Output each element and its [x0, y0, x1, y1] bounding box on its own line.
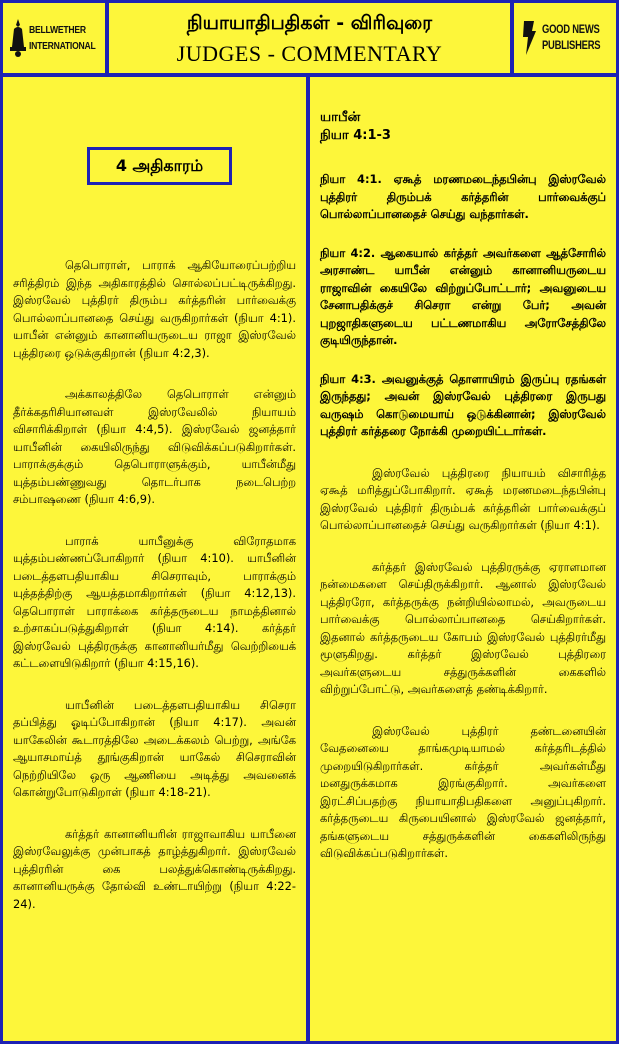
chapter-label: 4 அதிகாரம் [87, 147, 232, 185]
bell-logo-icon [9, 17, 27, 59]
title-tamil: நியாயாதிபதிகள் - விரிவுரை [186, 12, 433, 34]
logo-text-line1: BELLWETHER [29, 24, 86, 36]
commentary-paragraph: இஸ்ரவேல் புத்திரர் தண்டனையின் வேதனையை தாங்கமுடியாமல் கர்த்தரிடத்தில் முறையிடுகிறார்கள். கர்த்தர் அவர்கள்மீது மனதுருக்கமாக இரங்குகிறார். அவர்களை இரட்சிப்பதற்கு நியாயாதிபதிகளை அனுப்புகிறார். கர்த்தருடைய கிருபையினால் இஸ்ரவேல் ஜனத்தார், தங்களுடைய சத்துருக்களின் கைகளிலிருந்து விடுவிக்கப்படுகிறார்கள். [320, 723, 606, 860]
right-column [310, 77, 616, 1041]
commentary-paragraph: இஸ்ரவேல் புத்திரரை நியாயம் விசாரித்த ஏகூத் மரித்துப்போகிறார். ஏகூத் மரணமடைந்தபின்பு இஸ்ரவேல் புத்திரர் திரும்பக் கர்த்தரின் பார்வைக்குப் பொல்லாப்பானதைச் செய்து வருகிறார்கள் (நியா 4:1). [320, 465, 606, 532]
left-column [3, 77, 306, 1041]
verse-text: நியா 4:3. அவனுக்குத் தொளாயிரம் இருப்பு ரதங்கள் இருந்தது; அவன் இஸ்ரவேல் புத்திரரை இருபது வருஷம் கொடுமையாய் ஒடுக்கினான்; இஸ்ரவேல் புத்திரர் கர்த்தரை நோக்கி முறையிட்டார்கள். [320, 371, 606, 438]
good-news-logo [520, 17, 612, 61]
commentary-paragraph: கர்த்தர் இஸ்ரவேல் புத்திரருக்கு ஏராளமான நன்மைகளை செய்திருக்கிறார். ஆனால் இஸ்ரவேல் புத்திரரோ, கர்த்தருக்கு நன்றியில்லாமல், அவருடைய பார்வைக்கு பொல்லாப்பானதை செய்கிறார்கள். இதனால் கர்த்தருடைய கோபம் இஸ்ரவேல் புத்திரர்மீது மூளுகிறது. கர்த்தர் இஸ்ரவேல் புத்திரரை அவர்களுடைய சத்துருக்களின் கைகளில் விற்றுப்போட்டு, அவர்களைத் தண்டிக்கிறார். [320, 559, 606, 696]
verse-text: நியா 4:1. ஏகூத் மரணமடைந்தபின்பு இஸ்ரவேல் புத்திரர் திரும்பக் கர்த்தரின் பார்வைக்குப் பொல்லாப்பானதைச் செய்து வந்தார்கள். [320, 172, 606, 221]
logo-text-line2: INTERNATIONAL [29, 40, 96, 52]
section-title: யாபீன் [320, 110, 361, 125]
bellwether-logo [9, 17, 101, 61]
left-body [13, 257, 296, 937]
logo-text-line1: GOOD NEWS [542, 24, 600, 36]
logo-text-line2: PUBLISHERS [542, 40, 601, 52]
summary-paragraph: தெபொராள், பாராக் ஆகியோரைப்பற்றிய சரித்திரம் இந்த அதிகாரத்தில் சொல்லப்பட்டிருக்கிறது. இஸ்ரவேல் புத்திரர் திரும்ப கர்த்தரின் பார்வைக்கு பொல்லாப்பானதை செய்து வருகிறார்கள் (நியா 4:1). யாபீன் என்னும் கானானியருடைய ராஜா இஸ்ரவேல் புத்திரரை ஒடுக்குகிறான் (நியா 4:2,3). [13, 258, 296, 360]
header-left-logo-panel [3, 3, 105, 73]
title-english: JUDGES - COMMENTARY [176, 41, 443, 66]
right-body [320, 109, 606, 887]
header-title-panel [109, 3, 510, 73]
section-reference: நியா 4:1-3 [320, 128, 391, 143]
summary-paragraph: அக்காலத்திலே தெபொராள் என்னும் தீர்க்கதரிசியானவள் இஸ்ரவேலில் நியாயம் விசாரிக்கிறாள் (நியா 4:4,5). இஸ்ரவேல் ஜனத்தார் யாபீனின் கையிலிருந்து விடுவிக்கப்படுகிறார்கள். பாராக்குக்கும் தெபொராளுக்கும், யாபீன்மீது யுத்தம்பண்ணுவது தொடர்பாக நடைபெற்ற சம்பாஷணை (நியா 4:6,9). [13, 387, 296, 506]
verse-text: நியா 4:2. ஆகையால் கர்த்தர் அவர்களை ஆத்சோரில் அரசாண்ட யாபீன் என்னும் கானானியருடைய ராஜாவின் கையிலே விற்றுப்போட்டார்; அவனுடைய சேனாபதிக்குச் சிசெரா என்று பேர்; அவன் புறஜாதிகளுடைய பட்டணமாகிய அரோசேத்திலே குடியிருந்தான். [320, 245, 606, 347]
publisher-logo-icon [520, 17, 538, 59]
summary-paragraph: பாராக் யாபீனுக்கு விரோதமாக யுத்தம்பண்ணப்போகிறார் (நியா 4:10). யாபீனின் படைத்தளபதியாகிய சிசெராவும், பாராக்கும் யுத்தத்திற்கு ஆயத்தமாகிறார்கள் (நியா 4:12,13). தெபொராள் பாராக்கை கர்த்தருடைய நாமத்தினால் உற்சாகப்படுத்துகிறாள் (நியா 4:14). கர்த்தர் இஸ்ரவேல் புத்திரருக்கு கானானியர்மீது வெற்றியைக் கட்டளையிடுகிறார் (நியா 4:15,16). [13, 533, 296, 670]
summary-paragraph: யாபீனின் படைத்தளபதியாகிய சிசெரா தப்பித்து ஓடிப்போகிறான் (நியா 4:17). அவன் யாகேலின் கூடாரத்திலே அடைக்கலம் பெற்று, அங்கே ஆயாசமாய்த் தூங்குகிறான் யாகேல் சிசெராவின் நெற்றியிலே ஒரு ஆணியை அடித்து அவனைக் கொன்றுபோடுகிறாள் (நியா 4:18-21). [13, 697, 296, 799]
header-right-logo-panel [514, 3, 616, 73]
summary-paragraph: கர்த்தர் கானானியரின் ராஜாவாகிய யாபீனை இஸ்ரவேலுக்கு முன்பாகத் தாழ்த்துகிறார். இஸ்ரவேல் புத்திரரின் கை பலத்துக்கொண்டிருக்கிறது. கானானியருக்கு தோல்வி உண்டாயிற்று (நியா 4:22-24). [13, 826, 296, 911]
